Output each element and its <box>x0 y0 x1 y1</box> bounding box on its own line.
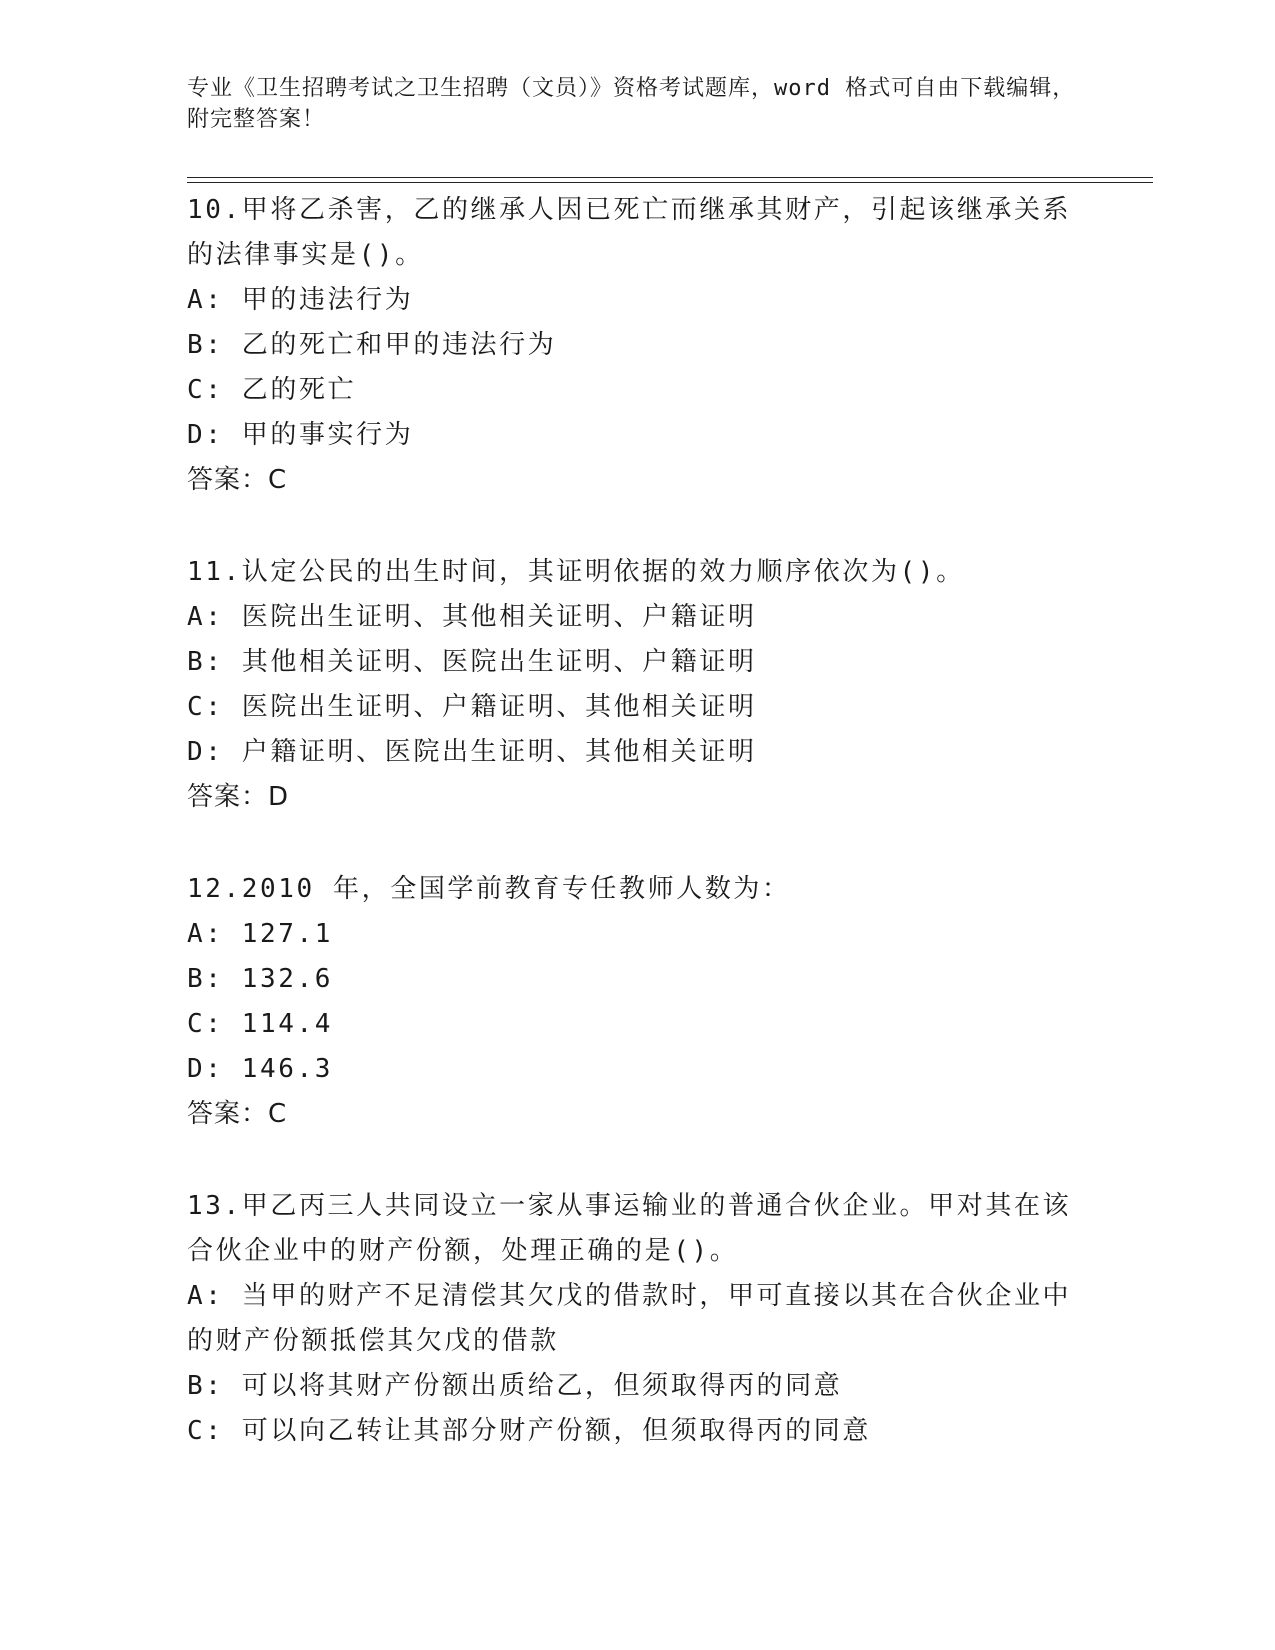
option-b: B: 132.6 <box>187 964 334 994</box>
option-d: D: 户籍证明、医院出生证明、其他相关证明 <box>187 737 757 767</box>
answer: 答案：D <box>187 782 290 812</box>
option-b: B: 其他相关证明、医院出生证明、户籍证明 <box>187 647 757 677</box>
option-a: A: 甲的违法行为 <box>187 285 414 315</box>
option-b: B: 可以将其财产份额出质给乙，但须取得丙的同意 <box>187 1371 843 1401</box>
option-a: A: 127.1 <box>187 919 334 949</box>
header-divider-top <box>187 177 1153 178</box>
question-stem: 11.认定公民的出生时间，其证明依据的效力顺序依次为()。 <box>187 557 965 587</box>
question-item <box>187 550 1087 820</box>
option-b: B: 乙的死亡和甲的违法行为 <box>187 330 557 360</box>
document-header: 专业《卫生招聘考试之卫生招聘（文员）》资格考试题库，word 格式可自由下载编辑，附完整答案！ <box>187 76 1076 132</box>
question-item <box>187 188 1087 503</box>
option-d: D: 甲的事实行为 <box>187 420 414 450</box>
answer: 答案：C <box>187 1099 288 1129</box>
question-stem: 13.甲乙丙三人共同设立一家从事运输业的普通合伙企业。甲对其在该合伙企业中的财产份额，处理正确的是()。 <box>187 1191 1072 1266</box>
option-a: A: 当甲的财产不足清偿其欠戊的借款时，甲可直接以其在合伙企业中的财产份额抵偿其欠戊的借款 <box>187 1281 1072 1356</box>
option-c: C: 可以向乙转让其部分财产份额，但须取得丙的同意 <box>187 1416 871 1446</box>
question-item <box>187 867 1087 1137</box>
option-a: A: 医院出生证明、其他相关证明、户籍证明 <box>187 602 757 632</box>
option-c: C: 医院出生证明、户籍证明、其他相关证明 <box>187 692 757 722</box>
answer: 答案：C <box>187 465 288 495</box>
option-c: C: 114.4 <box>187 1009 334 1039</box>
option-c: C: 乙的死亡 <box>187 375 357 405</box>
question-stem: 10.甲将乙杀害，乙的继承人因已死亡而继承其财产，引起该继承关系的法律事实是()。 <box>187 195 1072 270</box>
header-divider-bottom <box>187 182 1153 183</box>
question-stem: 12.2010 年，全国学前教育专任教师人数为： <box>187 874 791 904</box>
question-item <box>187 1184 1087 1454</box>
question-list <box>187 188 1087 1454</box>
option-d: D: 146.3 <box>187 1054 334 1084</box>
